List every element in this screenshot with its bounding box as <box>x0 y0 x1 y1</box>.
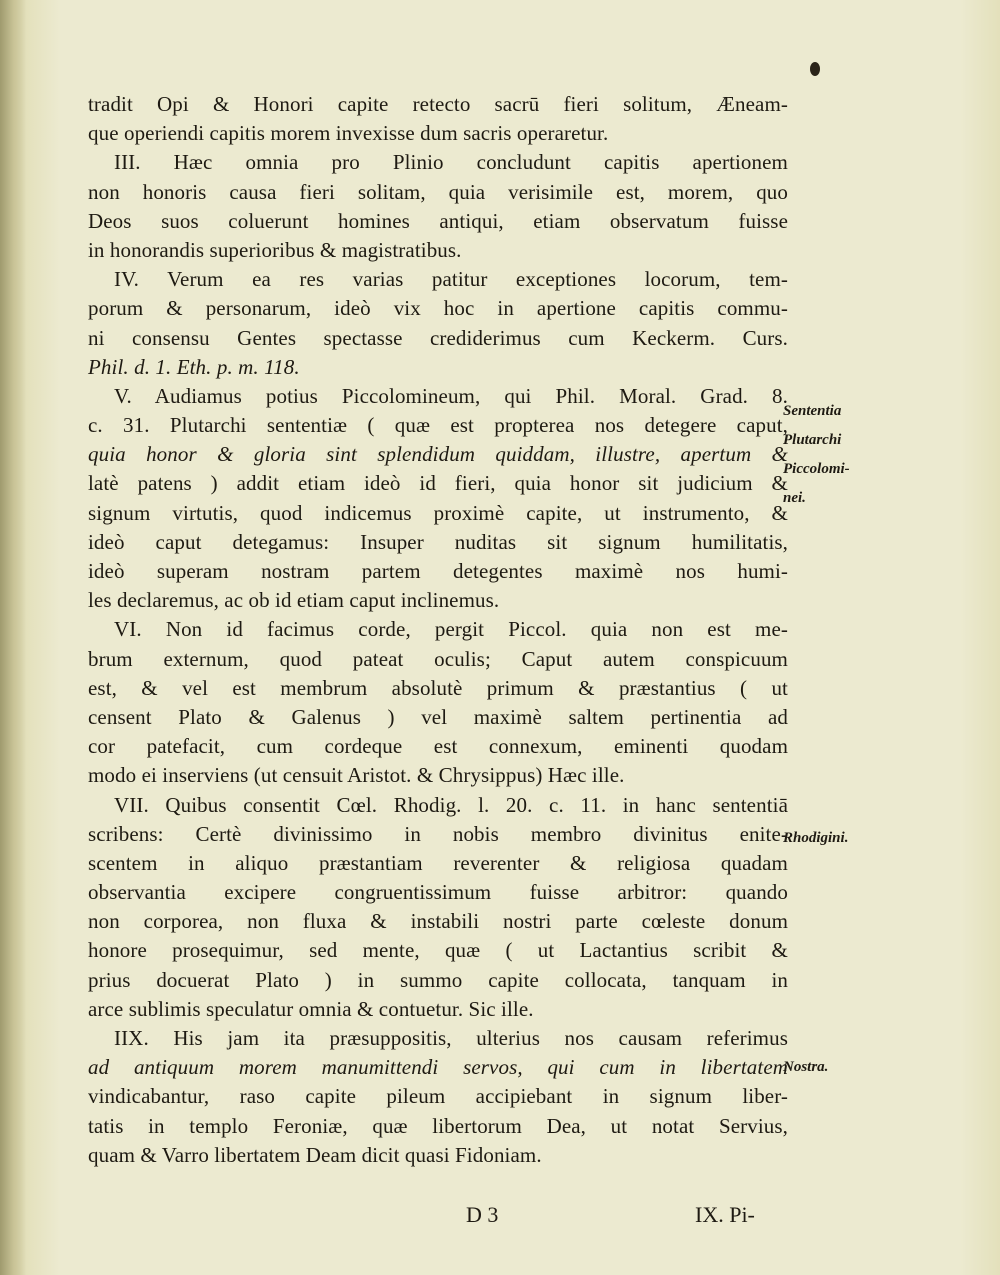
signature-mark: D 3 <box>466 1202 499 1227</box>
paragraph-7 <box>88 791 788 1025</box>
paragraph-6 <box>88 615 788 790</box>
text-line: ni consensu Gentes spectasse crediderimus cum Keckerm. Curs. <box>88 325 788 350</box>
margin-note-line: Piccolomi- <box>783 461 850 477</box>
text-line: observantia excipere congruentissimum fuisse arbitror: quando <box>88 880 788 905</box>
text-line: IV. Verum ea res varias patitur exceptiones locorum, tem- <box>114 267 788 292</box>
text-line: que operiendi capitis morem invexisse dum sacris operaretur. <box>88 121 609 146</box>
text-line: non honoris causa fieri solitam, quia verisimile est, morem, quo <box>88 179 788 204</box>
text-line: V. Audiamus potius Piccolomineum, qui Phil. Moral. Grad. 8. <box>114 383 788 408</box>
text-line: tatis in templo Feroniæ, quæ libertorum Dea, ut notat Servius, <box>88 1113 788 1138</box>
text-line: VII. Quibus consentit Cœl. Rhodig. l. 20. c. 11. in hanc sententiā <box>114 792 788 817</box>
paragraph-5 <box>88 382 788 616</box>
text-line: ad antiquum morem manumittendi servos, qui cum in libertatem <box>88 1055 788 1080</box>
margin-note-line: Sententia <box>783 403 842 419</box>
text-line: scentem in aliquo præstantiam reverenter & religiosa quadam <box>88 850 788 875</box>
text-line: porum & personarum, ideò vix hoc in apertione capitis commu- <box>88 296 788 321</box>
margin-note-sententia <box>783 397 850 513</box>
paragraph-3 <box>88 148 788 265</box>
ink-spot <box>810 62 820 76</box>
text-line: arce sublimis speculatur omnia & contuetur. Sic ille. <box>88 996 534 1021</box>
paragraph-4 <box>88 265 788 382</box>
text-line: censent Plato & Galenus ) vel maximè saltem pertinentia ad <box>88 704 788 729</box>
text-line: IIX. His jam ita præsuppositis, ulterius nos causam referimus <box>114 1026 788 1050</box>
paragraph-8 <box>88 1024 788 1170</box>
text-line: modo ei inserviens (ut censuit Aristot. & Chrysippus) Hæc ille. <box>88 763 625 788</box>
text-line: cor patefacit, cum cordeque est connexum, eminenti quodam <box>88 734 788 759</box>
text-line: Deos suos coluerunt homines antiqui, etiam observatum fuisse <box>88 208 788 233</box>
catchword: IX. Pi- <box>695 1202 755 1227</box>
paragraph-1 <box>88 90 788 148</box>
text-line: prius docuerat Plato ) in summo capite collocata, tanquam in <box>88 967 788 992</box>
text-line: les declaremus, ac ob id etiam caput inclinemus. <box>88 588 500 613</box>
text-line: honore prosequimur, sed mente, quæ ( ut Lactantius scribit & <box>88 938 788 963</box>
text-line: Phil. d. 1. Eth. p. m. 118. <box>88 354 300 379</box>
text-line: III. Hæc omnia pro Plinio concludunt capitis apertionem <box>114 150 788 175</box>
text-line: quam & Varro libertatem Deam dicit quasi Fidoniam. <box>88 1142 542 1167</box>
text-line: scribens: Certè divinissimo in nobis membro divinitus enite- <box>88 821 788 846</box>
margin-note-rhodigini <box>783 824 848 853</box>
text-line: vindicabantur, raso capite pileum accipiebant in signum liber- <box>88 1084 788 1109</box>
binding-gutter <box>0 0 26 1275</box>
text-line: signum virtutis, quod indicemus proximè capite, ut instrumento, & <box>88 500 788 525</box>
margin-note-line: nei. <box>783 490 806 506</box>
text-line: VI. Non id facimus corde, pergit Piccol. quia non est me- <box>114 617 788 642</box>
text-line: ideò caput detegamus: Insuper nuditas sit signum humilitatis, <box>88 529 788 554</box>
text-line: c. 31. Plutarchi sententiæ ( quæ est propterea nos detegere caput, <box>88 413 788 438</box>
text-line: tradit Opi & Honori capite retecto sacrū fieri solitum, Æneam- <box>88 92 788 116</box>
main-text-block <box>88 90 788 1170</box>
text-line: ideò superam nostram partem detegentes maximè nos humi- <box>88 559 788 583</box>
margin-note-line: Plutarchi <box>783 432 842 448</box>
margin-note-line: Nostra. <box>783 1059 829 1075</box>
text-line: latè patens ) addit etiam ideò id fieri, quia honor sit judicium & <box>88 471 788 496</box>
text-line: quia honor & gloria sint splendidum quiddam, illustre, apertum & <box>88 442 788 467</box>
margin-note-line: Rhodigini. <box>783 830 849 846</box>
text-line: in honorandis superioribus & magistratibus. <box>88 237 462 262</box>
text-line: est, & vel est membrum absolutè primum & præstantius ( ut <box>88 675 788 700</box>
text-line: non corporea, non fluxa & instabili nostri parte cœleste donum <box>88 909 788 934</box>
margin-note-nostra <box>783 1053 828 1082</box>
text-line: brum externum, quod pateat oculis; Caput autem conspicuum <box>88 646 788 671</box>
